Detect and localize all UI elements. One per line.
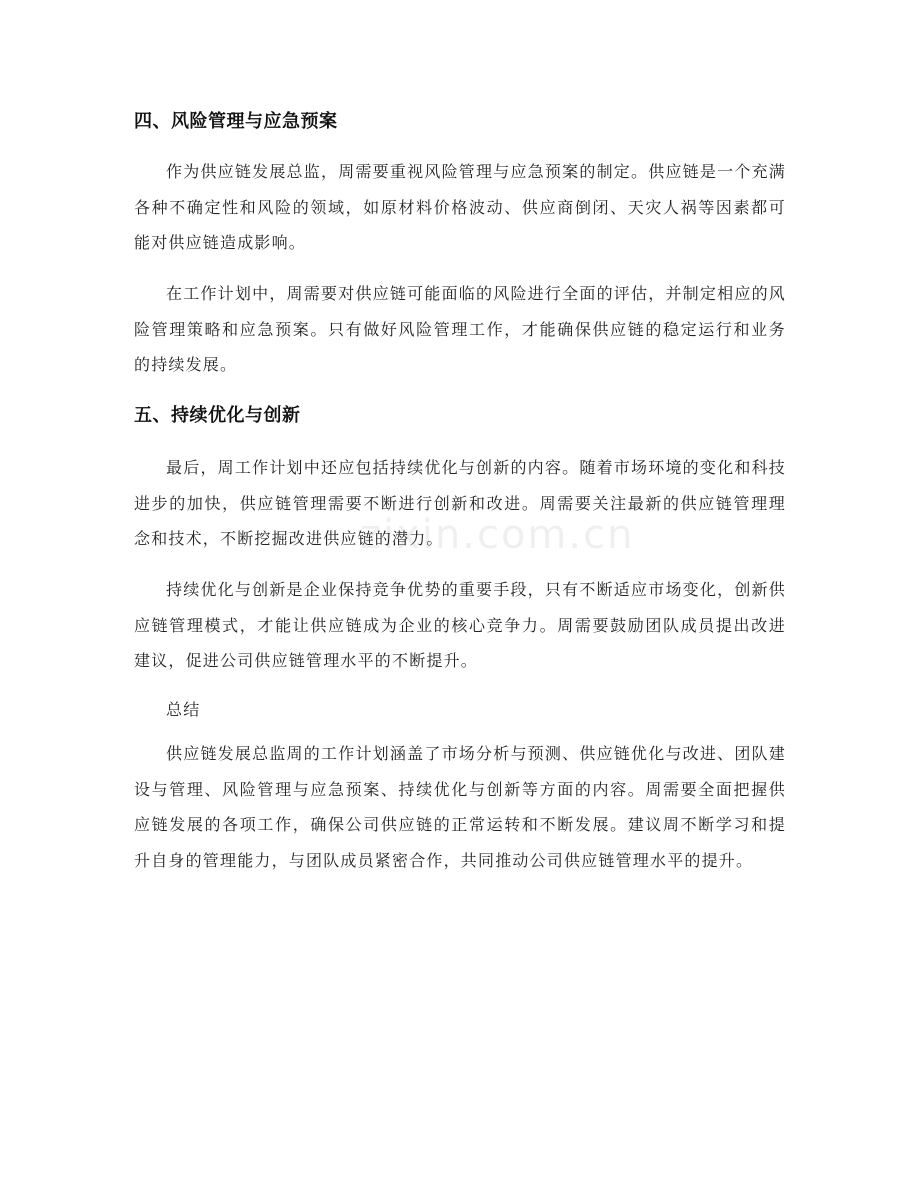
section-heading-risk-management: 四、风险管理与应急预案 <box>134 111 338 132</box>
summary-label: 总结 <box>166 700 201 719</box>
paragraph-optimization-advantage: 持续优化与创新是企业保持竞争优势的重要手段，只有不断适应市场变化，创新供应链管理模式，才能让供应链成为企业的核心竞争力。周需要鼓励团队成员提出改进建议，促进公司供应链管理水平的不断提升。 <box>134 580 786 670</box>
paragraph-risk-intro: 作为供应链发展总监，周需要重视风险管理与应急预案的制定。供应链是一个充满各种不确定性和风险的领域，如原材料价格波动、供应商倒闭、天灾人祸等因素都可能对供应链造成影响。 <box>134 162 786 252</box>
paragraph-summary: 供应链发展总监周的工作计划涵盖了市场分析与预测、供应链优化与改进、团队建设与管理、风险管理与应急预案、持续优化与创新等方面的内容。周需要全面把握供应链发展的各项工作，确保公司供应链的正常运转和不断发展。建议周不断学习和提升自身的管理能力，与团队成员紧密合作，共同推动公司供应链管理水平的提升。 <box>134 744 786 870</box>
section-heading-optimization: 五、持续优化与创新 <box>134 405 301 426</box>
paragraph-risk-plan: 在工作计划中，周需要对供应链可能面临的风险进行全面的评估，并制定相应的风险管理策略和应急预案。只有做好风险管理工作，才能确保供应链的稳定运行和业务的持续发展。 <box>134 284 786 374</box>
paragraph-optimization-intro: 最后，周工作计划中还应包括持续优化与创新的内容。随着市场环境的变化和科技进步的加快，供应链管理需要不断进行创新和改进。周需要关注最新的供应链管理理念和技术，不断挖掘改进供应链的潜力。 <box>134 458 786 548</box>
watermark: zixin.com.cn <box>360 512 635 558</box>
